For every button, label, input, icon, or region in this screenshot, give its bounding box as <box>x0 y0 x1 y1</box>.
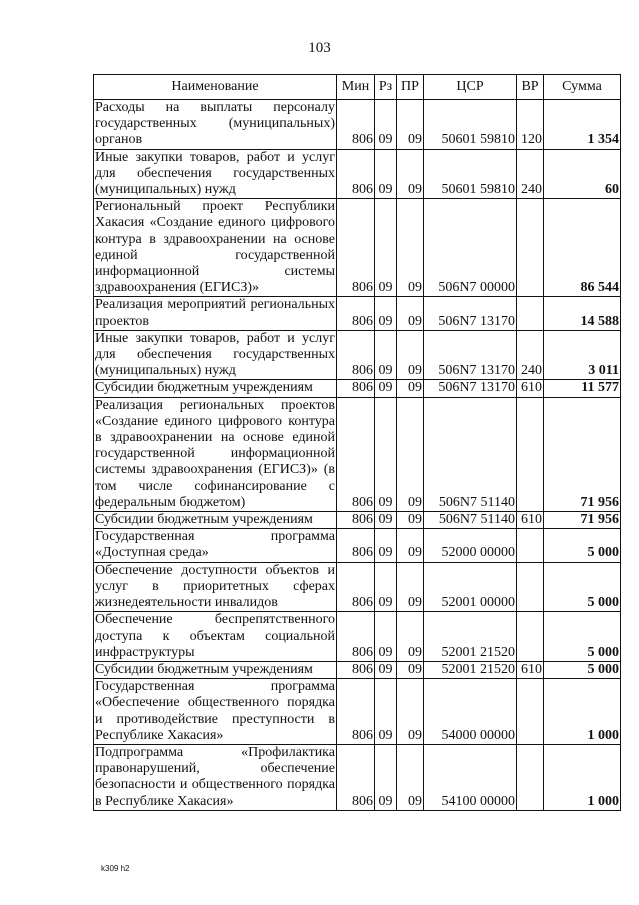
row-csr: 506N7 13170 <box>424 330 517 380</box>
row-min: 806 <box>337 679 375 745</box>
row-pr: 09 <box>397 512 424 529</box>
row-vr <box>517 679 544 745</box>
row-vr <box>517 529 544 562</box>
row-vr <box>517 397 544 511</box>
row-name: Иные закупки товаров, работ и услуг для обеспечения государственных (муниципальных) нужд <box>95 149 335 198</box>
budget-table <box>93 74 621 811</box>
row-pr: 09 <box>397 397 424 511</box>
row-rz: 09 <box>375 661 397 678</box>
row-csr: 52000 00000 <box>424 529 517 562</box>
row-rz: 09 <box>375 380 397 397</box>
table-row <box>94 512 621 529</box>
table-row <box>94 100 621 150</box>
row-csr: 50601 59810 <box>424 100 517 150</box>
row-name: Подпрограмма «Профилактика правонарушений, обеспечение безопасности и общественного порядка в Республике Хакасия» <box>95 744 335 809</box>
row-csr: 54100 00000 <box>424 744 517 810</box>
row-vr: 240 <box>517 149 544 199</box>
row-pr: 09 <box>397 199 424 297</box>
row-pr: 09 <box>397 380 424 397</box>
row-sum: 14 588 <box>544 297 621 330</box>
row-csr: 506N7 13170 <box>424 297 517 330</box>
row-pr: 09 <box>397 149 424 199</box>
row-rz: 09 <box>375 100 397 150</box>
row-sum: 71 956 <box>544 512 621 529</box>
row-pr: 09 <box>397 661 424 678</box>
row-min: 806 <box>337 562 375 612</box>
row-min: 806 <box>337 512 375 529</box>
row-rz: 09 <box>375 330 397 380</box>
row-sum: 11 577 <box>544 380 621 397</box>
row-pr: 09 <box>397 612 424 662</box>
table-row <box>94 380 621 397</box>
row-rz: 09 <box>375 612 397 662</box>
row-min: 806 <box>337 744 375 810</box>
row-name: Субсидии бюджетным учреждениям <box>94 512 337 529</box>
row-pr: 09 <box>397 529 424 562</box>
row-min: 806 <box>337 149 375 199</box>
table-row <box>94 199 621 297</box>
row-min: 806 <box>337 297 375 330</box>
row-min: 806 <box>337 529 375 562</box>
row-name: Обеспечение беспрепятственного доступа к объектам социальной инфраструктуры <box>95 612 335 660</box>
row-min: 806 <box>337 397 375 511</box>
header-rz: Рз <box>375 75 397 100</box>
table-row <box>94 679 621 745</box>
row-pr: 09 <box>397 679 424 745</box>
header-sum: Сумма <box>544 75 621 100</box>
row-min: 806 <box>337 199 375 297</box>
row-min: 806 <box>337 330 375 380</box>
table-row <box>94 744 621 810</box>
row-vr: 610 <box>517 380 544 397</box>
row-name: Региональный проект Республики Хакасия «Создание единого цифрового контура в здравоохранении на основе единой государственной информационной системы здравоохранения (ЕГИСЗ)» <box>95 199 335 296</box>
table-row <box>94 397 621 511</box>
header-pr: ПР <box>397 75 424 100</box>
row-sum: 1 000 <box>544 679 621 745</box>
row-rz: 09 <box>375 562 397 612</box>
row-rz: 09 <box>375 529 397 562</box>
row-rz: 09 <box>375 297 397 330</box>
row-name: Реализация мероприятий региональных проектов <box>95 297 335 329</box>
row-name: Иные закупки товаров, работ и услуг для обеспечения государственных (муниципальных) нужд <box>95 330 335 379</box>
header-name: Наименование <box>94 75 337 100</box>
page-number: 103 <box>308 40 331 56</box>
row-csr: 506N7 13170 <box>424 380 517 397</box>
row-name: Обеспечение доступности объектов и услуг в приоритетных сферах жизнедеятельности инвалидов <box>95 562 335 611</box>
header-vr: ВР <box>517 75 544 100</box>
table-row <box>94 562 621 612</box>
row-csr: 506N7 51140 <box>424 397 517 511</box>
row-sum: 86 544 <box>544 199 621 297</box>
row-pr: 09 <box>397 297 424 330</box>
row-rz: 09 <box>375 397 397 511</box>
row-name: Расходы на выплаты персоналу государственных (муниципальных) органов <box>95 100 335 148</box>
row-rz: 09 <box>375 512 397 529</box>
table-row <box>94 612 621 662</box>
header-row <box>94 75 621 100</box>
row-name: Субсидии бюджетным учреждениям <box>94 380 337 397</box>
row-min: 806 <box>337 380 375 397</box>
header-csr: ЦСР <box>424 75 517 100</box>
table-row <box>94 661 621 678</box>
row-sum: 71 956 <box>544 397 621 511</box>
row-min: 806 <box>337 100 375 150</box>
row-vr <box>517 199 544 297</box>
row-sum: 1 354 <box>544 100 621 150</box>
row-rz: 09 <box>375 199 397 297</box>
row-pr: 09 <box>397 744 424 810</box>
table-row <box>94 330 621 380</box>
row-vr: 120 <box>517 100 544 150</box>
row-vr <box>517 744 544 810</box>
header-min: Мин <box>337 75 375 100</box>
row-csr: 506N7 00000 <box>424 199 517 297</box>
row-csr: 52001 21520 <box>424 612 517 662</box>
row-sum: 60 <box>544 149 621 199</box>
row-vr <box>517 562 544 612</box>
row-csr: 50601 59810 <box>424 149 517 199</box>
row-sum: 5 000 <box>544 562 621 612</box>
row-min: 806 <box>337 612 375 662</box>
row-sum: 1 000 <box>544 744 621 810</box>
row-sum: 5 000 <box>544 661 621 678</box>
row-vr: 610 <box>517 661 544 678</box>
row-csr: 52001 00000 <box>424 562 517 612</box>
row-vr <box>517 297 544 330</box>
table-row <box>94 149 621 199</box>
row-sum: 3 011 <box>544 330 621 380</box>
row-vr: 240 <box>517 330 544 380</box>
row-csr: 506N7 51140 <box>424 512 517 529</box>
row-vr: 610 <box>517 512 544 529</box>
row-pr: 09 <box>397 100 424 150</box>
row-sum: 5 000 <box>544 612 621 662</box>
row-name: Государственная программа «Доступная среда» <box>95 529 335 561</box>
row-pr: 09 <box>397 562 424 612</box>
row-csr: 54000 00000 <box>424 679 517 745</box>
row-csr: 52001 21520 <box>424 661 517 678</box>
table-row <box>94 297 621 330</box>
row-min: 806 <box>337 661 375 678</box>
row-sum: 5 000 <box>544 529 621 562</box>
table-row <box>94 529 621 562</box>
document-code: k309 h2 <box>101 864 130 873</box>
row-rz: 09 <box>375 679 397 745</box>
row-rz: 09 <box>375 744 397 810</box>
row-rz: 09 <box>375 149 397 199</box>
row-name: Реализация региональных проектов «Создание единого цифрового контура в здравоохранении на основе единой государственной информационной системы здравоохранения (ЕГИСЗ)» (в том числе софинансирование с федеральным бюджетом) <box>95 397 335 510</box>
row-name: Государственная программа «Обеспечение общественного порядка и противодействие преступности в Республике Хакасия» <box>95 679 335 743</box>
row-pr: 09 <box>397 330 424 380</box>
row-name: Субсидии бюджетным учреждениям <box>94 661 337 678</box>
row-vr <box>517 612 544 662</box>
